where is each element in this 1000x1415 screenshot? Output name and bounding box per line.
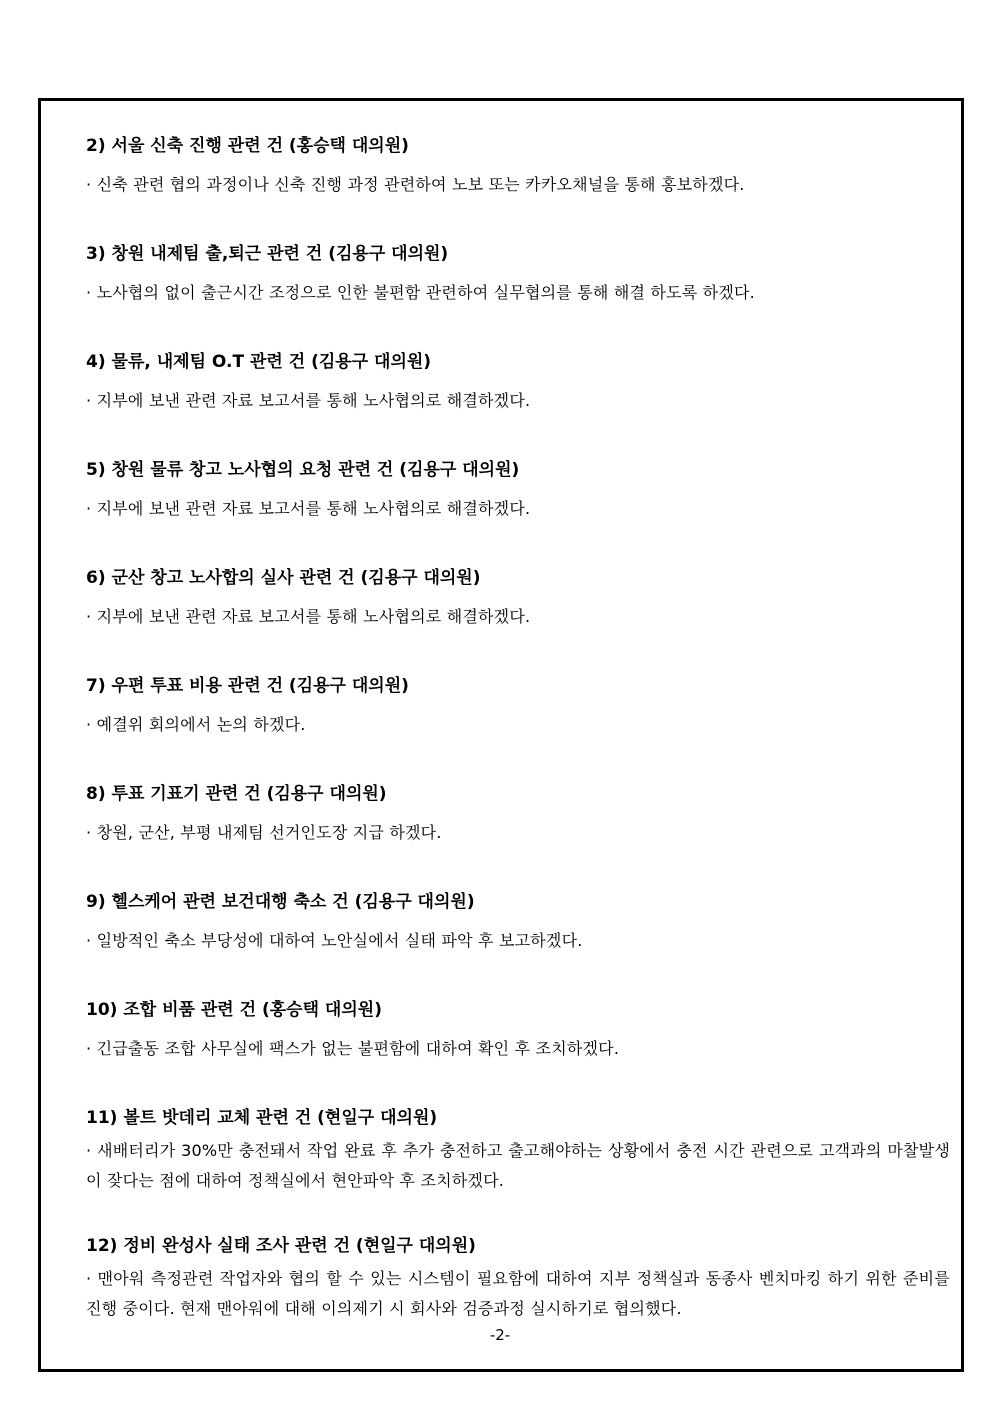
section-title: 12) 정비 완성사 실태 조사 관련 건 (현일구 대의원): [86, 1236, 476, 1256]
section-body: · 신축 관련 협의 과정이나 신축 진행 과정 관련하여 노보 또는 카카오채널을 통해 홍보하겠다.: [86, 175, 745, 194]
section-body: · 창원, 군산, 부평 내제팀 선거인도장 지급 하겠다.: [86, 823, 442, 842]
section-title: 8) 투표 기표기 관련 건 (김용구 대의원): [86, 784, 387, 804]
section-item-9: [86, 890, 950, 956]
section-body: · 일방적인 축소 부당성에 대하여 노안실에서 실태 파악 후 보고하겠다.: [86, 931, 583, 950]
section-body: · 지부에 보낸 관련 자료 보고서를 통해 노사협의로 해결하겠다.: [86, 391, 531, 410]
section-item-3: [86, 242, 950, 308]
section-item-2: [86, 134, 950, 200]
section-title: 2) 서울 신축 진행 관련 건 (홍승택 대의원): [86, 136, 409, 156]
section-title: 11) 볼트 밧데리 교체 관련 건 (현일구 대의원): [86, 1108, 438, 1128]
section-item-6: [86, 566, 950, 632]
section-body: · 긴급출동 조합 사무실에 팩스가 없는 불편함에 대하여 확인 후 조치하겠다.: [86, 1039, 620, 1058]
section-title: 6) 군산 창고 노사합의 실사 관련 건 (김용구 대의원): [86, 568, 481, 588]
section-body: · 맨아워 측정관련 작업자와 협의 할 수 있는 시스템이 필요함에 대하여 지부 정책실과 동종사 벤치마킹 하기 위한 준비를 진행 중이다. 현재 맨아워에 대해 이의제기 시 회사와 검증과정 실시하기로 협의했다.: [86, 1269, 950, 1318]
section-item-11: [86, 1106, 950, 1196]
section-title: 5) 창원 물류 창고 노사협의 요청 관련 건 (김용구 대의원): [86, 460, 520, 480]
section-item-4: [86, 350, 950, 416]
section-title: 4) 물류, 내제팀 O.T 관련 건 (김용구 대의원): [86, 352, 432, 372]
section-body: · 새배터리가 30%만 충전돼서 작업 완료 후 추가 충전하고 출고해야하는 상황에서 충전 시간 관련으로 고객과의 마찰발생이 잦다는 점에 대하여 정책실에서 현안파악 후 조치하겠다.: [86, 1141, 950, 1190]
section-item-7: [86, 674, 950, 740]
section-item-12: [86, 1234, 950, 1324]
section-body: · 예결위 회의에서 논의 하겠다.: [86, 715, 306, 734]
section-title: 3) 창원 내제팀 출,퇴근 관련 건 (김용구 대의원): [86, 244, 449, 264]
section-body: · 지부에 보낸 관련 자료 보고서를 통해 노사협의로 해결하겠다.: [86, 499, 531, 518]
page-number: -2-: [489, 1326, 511, 1344]
section-body: · 노사협의 없이 출근시간 조정으로 인한 불편함 관련하여 실무협의를 통해 해결 하도록 하겠다.: [86, 283, 755, 302]
section-title: 7) 우편 투표 비용 관련 건 (김용구 대의원): [86, 676, 409, 696]
section-title: 10) 조합 비품 관련 건 (홍승택 대의원): [86, 1000, 382, 1020]
section-item-8: [86, 782, 950, 848]
section-item-10: [86, 998, 950, 1064]
section-title: 9) 헬스케어 관련 보건대행 축소 건 (김용구 대의원): [86, 892, 475, 912]
section-item-5: [86, 458, 950, 524]
section-body: · 지부에 보낸 관련 자료 보고서를 통해 노사협의로 해결하겠다.: [86, 607, 531, 626]
